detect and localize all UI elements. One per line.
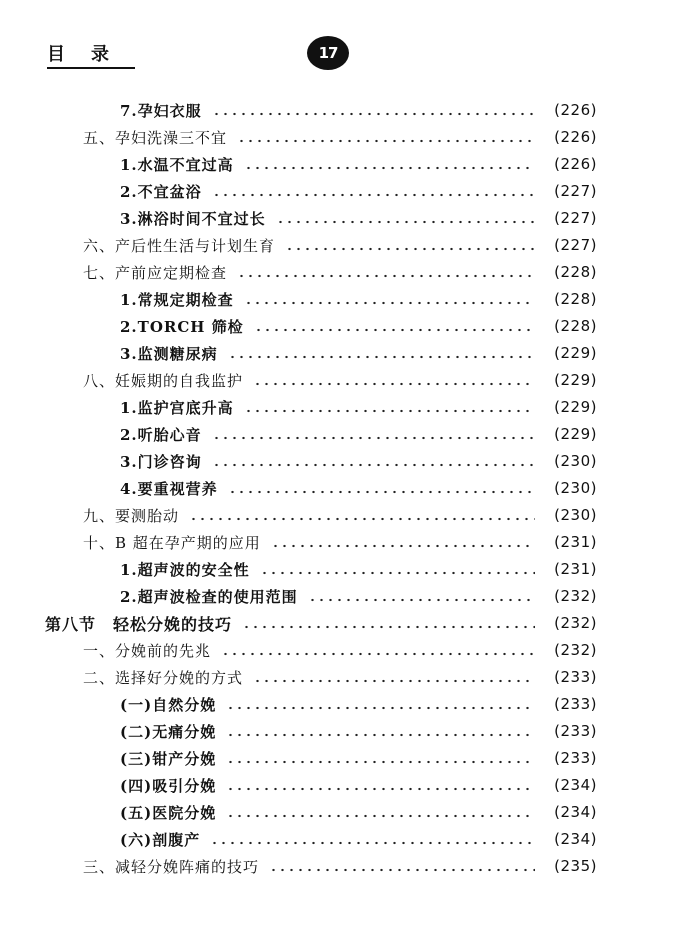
toc-entry-page: (227) — [554, 182, 597, 200]
toc-entry[interactable] — [120, 340, 597, 366]
toc-entry-page: (228) — [554, 263, 597, 281]
toc-entry[interactable] — [120, 691, 597, 717]
toc-entry-page: (233) — [554, 668, 597, 686]
toc-entry-label: 1.超声波的安全性 — [120, 560, 250, 579]
toc-entry-label: 七、产前应定期检查 — [83, 263, 228, 282]
dot-leader — [253, 679, 535, 683]
toc-entry-label: 3.门诊咨询 — [120, 452, 202, 471]
toc-entry[interactable] — [83, 529, 597, 555]
toc-entry-label: 3.淋浴时间不宜过长 — [120, 209, 266, 228]
toc-entry[interactable] — [120, 826, 597, 852]
toc-entry[interactable] — [83, 124, 597, 150]
toc-entry-page: (230) — [554, 452, 597, 470]
toc-entry-page: (228) — [554, 290, 597, 308]
toc-entry-page: (233) — [554, 695, 597, 713]
toc-entry-label: 八、妊娠期的自我监护 — [83, 371, 244, 390]
toc-entry-label: 2.超声波检查的使用范围 — [120, 587, 298, 606]
toc-entry-label: 2.不宜盆浴 — [120, 182, 202, 201]
toc-entry-label: 六、产后性生活与计划生育 — [83, 236, 276, 255]
page-number-badge: 17 — [307, 36, 349, 70]
dot-leader — [189, 517, 535, 521]
toc-entry-page: (226) — [554, 101, 597, 119]
dot-leader — [226, 787, 535, 791]
dot-leader — [228, 355, 535, 359]
toc-entry-label: 2.听胎心音 — [120, 425, 202, 444]
dot-leader — [285, 247, 535, 251]
dot-leader — [244, 301, 535, 305]
toc-entry[interactable] — [120, 772, 597, 798]
toc-entry-page: (226) — [554, 128, 597, 146]
toc-entry-page: (234) — [554, 830, 597, 848]
toc-entry[interactable] — [83, 853, 597, 879]
toc-entry-label: 3.监测糖尿病 — [120, 344, 218, 363]
toc-entry[interactable] — [120, 745, 597, 771]
toc-entry-page: (231) — [554, 533, 597, 551]
toc-entry[interactable] — [120, 556, 597, 582]
toc-entry-label: (三)钳产分娩 — [120, 749, 217, 768]
toc-entry-page: (233) — [554, 722, 597, 740]
dot-leader — [244, 166, 535, 170]
toc-entry-page: (227) — [554, 209, 597, 227]
dot-leader — [226, 760, 535, 764]
toc-entry-label: 五、孕妇洗澡三不宜 — [83, 128, 228, 147]
toc-entry[interactable] — [120, 286, 597, 312]
dot-leader — [276, 220, 535, 224]
toc-entry-page: (234) — [554, 803, 597, 821]
toc-entry-label: 7.孕妇衣服 — [120, 101, 202, 120]
dot-leader — [260, 571, 535, 575]
toc-entry-page: (229) — [554, 425, 597, 443]
toc-entry-label: 三、减轻分娩阵痛的技巧 — [83, 857, 260, 876]
toc-header-title: 目录 — [47, 44, 135, 69]
toc-entry-page: (229) — [554, 344, 597, 362]
dot-leader — [210, 841, 535, 845]
toc-entry-page: (229) — [554, 398, 597, 416]
toc-entry-page: (232) — [554, 587, 597, 605]
toc-entry-label: 1.监护宫底升高 — [120, 398, 234, 417]
toc-entry[interactable] — [120, 583, 597, 609]
toc-entry-label: 一、分娩前的先兆 — [83, 641, 212, 660]
dot-leader — [226, 706, 535, 710]
toc-entry-page: (230) — [554, 506, 597, 524]
toc-entry-page: (227) — [554, 236, 597, 254]
toc-entry-label: (五)医院分娩 — [120, 803, 217, 822]
dot-leader — [242, 625, 535, 629]
dot-leader — [212, 463, 535, 467]
toc-entry[interactable] — [83, 232, 597, 258]
toc-entry-label: 4.要重视营养 — [120, 479, 218, 498]
toc-entry-label: (六)剖腹产 — [120, 830, 201, 849]
toc-entry-page: (232) — [554, 641, 597, 659]
toc-entry[interactable] — [120, 799, 597, 825]
toc-entry-label: 1.水温不宜过高 — [120, 155, 234, 174]
dot-leader — [271, 544, 535, 548]
toc-entry-label: 九、要测胎动 — [83, 506, 180, 525]
toc-entry[interactable] — [83, 502, 597, 528]
toc-entry[interactable] — [120, 421, 597, 447]
dot-leader — [212, 193, 535, 197]
toc-entry-label: 1.常规定期检查 — [120, 290, 234, 309]
toc-entry[interactable] — [120, 97, 597, 123]
toc-entry-page: (234) — [554, 776, 597, 794]
toc-entry-page: (232) — [554, 614, 597, 632]
toc-entry[interactable] — [120, 313, 597, 339]
toc-entry-page: (226) — [554, 155, 597, 173]
dot-leader — [226, 814, 535, 818]
toc-entry-page: (230) — [554, 479, 597, 497]
dot-leader — [228, 490, 535, 494]
toc-entry-label: 第八节 轻松分娩的技巧 — [45, 614, 233, 634]
toc-entry-page: (233) — [554, 749, 597, 767]
dot-leader — [237, 139, 535, 143]
toc-entry-page: (229) — [554, 371, 597, 389]
toc-entry-label: (一)自然分娩 — [120, 695, 217, 714]
toc-entry[interactable] — [120, 394, 597, 420]
toc-entry[interactable] — [120, 448, 597, 474]
toc-entry-label: (四)吸引分娩 — [120, 776, 217, 795]
dot-leader — [212, 436, 535, 440]
toc-entry[interactable] — [83, 259, 597, 285]
toc-entry[interactable] — [83, 637, 597, 663]
toc-entry-page: (228) — [554, 317, 597, 335]
toc-entry[interactable] — [120, 475, 597, 501]
dot-leader — [254, 328, 535, 332]
toc-entry-page: (231) — [554, 560, 597, 578]
dot-leader — [212, 112, 535, 116]
toc-entry-label: 2.TORCH 筛检 — [120, 317, 244, 336]
dot-leader — [253, 382, 535, 386]
dot-leader — [237, 274, 535, 278]
toc-entry-page: (235) — [554, 857, 597, 875]
toc-entry[interactable] — [83, 367, 597, 393]
dot-leader — [308, 598, 535, 602]
toc-entry-label: 二、选择好分娩的方式 — [83, 668, 244, 687]
toc-entry-label: 十、B 超在孕产期的应用 — [83, 533, 261, 552]
toc-section-heading[interactable] — [45, 610, 597, 636]
toc-entry[interactable] — [120, 718, 597, 744]
dot-leader — [226, 733, 535, 737]
dot-leader — [221, 652, 535, 656]
dot-leader — [244, 409, 535, 413]
toc-entry[interactable] — [83, 664, 597, 690]
toc-entry[interactable] — [120, 151, 597, 177]
toc-entry[interactable] — [120, 178, 597, 204]
dot-leader — [269, 868, 535, 872]
toc-entry-label: (二)无痛分娩 — [120, 722, 217, 741]
toc-entry[interactable] — [120, 205, 597, 231]
